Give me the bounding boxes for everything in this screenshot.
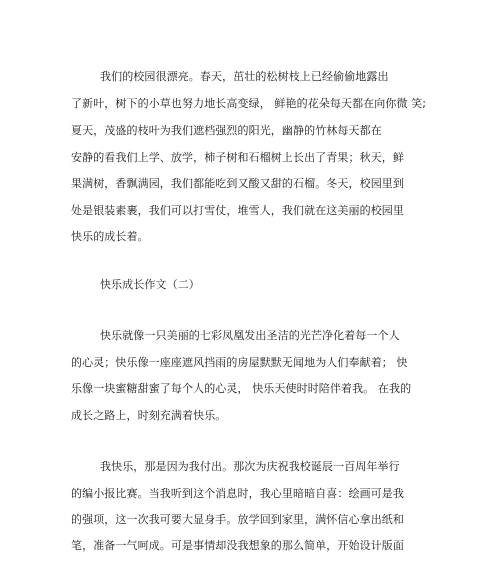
paragraph-1-line-6: 处是银装素裹，我们可以打雪仗，堆雪人，我们就在这美丽的校园里 [71, 204, 404, 217]
section-heading: 快乐成长作文（二） [100, 278, 200, 291]
paragraph-2-line-1: 快乐就像一只美丽的七彩凤凰发出圣洁的光芒净化着每一个人 [100, 329, 400, 342]
paragraph-3-line-1: 我快乐，那是因为我付出。那次为庆祝我校诞辰一百周年举行 [100, 460, 400, 473]
paragraph-3-line-2: 的编小报比赛。当我听到这个消息时，我心里暗暗自喜：绘画可是我 [71, 487, 404, 500]
paragraph-1-line-1: 我们的校园很漂亮。春天，茁壮的松树枝上已经偷偷地露出 [100, 70, 389, 83]
paragraph-3-line-4: 笔，准备一气呵成。可是事情却没我想象的那么简单，开始设计版面 [71, 539, 404, 552]
paragraph-1-line-3: 夏天，茂盛的枝叶为我们遮档强烈的阳光，幽静的竹林每天都在 [71, 124, 382, 137]
paragraph-1-line-5: 果满树，香飘满园，我们都能吃到又酸又甜的石榴。冬天，校园里到 [71, 177, 404, 190]
paragraph-2-line-4: 成长之路上，时刻充满着快乐。 [71, 409, 227, 422]
paragraph-2-line-3: 乐像一块蜜糖甜蜜了每个人的心灵， 快乐天使时时陪伴着我。 在我的 [71, 382, 412, 395]
paragraph-3-line-3: 的强项，这一次我可要大显身手。放学回到家里，满怀信心拿出纸和 [71, 513, 404, 526]
paragraph-2-line-2: 的心灵；快乐像一座座遮风挡雨的房屋默默无闻地为人们奉献着； 快 [71, 356, 408, 369]
paragraph-1-line-2: 了新叶，树下的小草也努力地长高变绿， 鲜艳的花朵每天都在向你微 笑; [71, 97, 427, 110]
paragraph-1-line-7: 快乐的成长着。 [71, 230, 149, 243]
paragraph-1-line-4: 安静的看我们上学、放学，柿子树和石榴树上长出了青果；秋天，鲜 [71, 151, 404, 164]
